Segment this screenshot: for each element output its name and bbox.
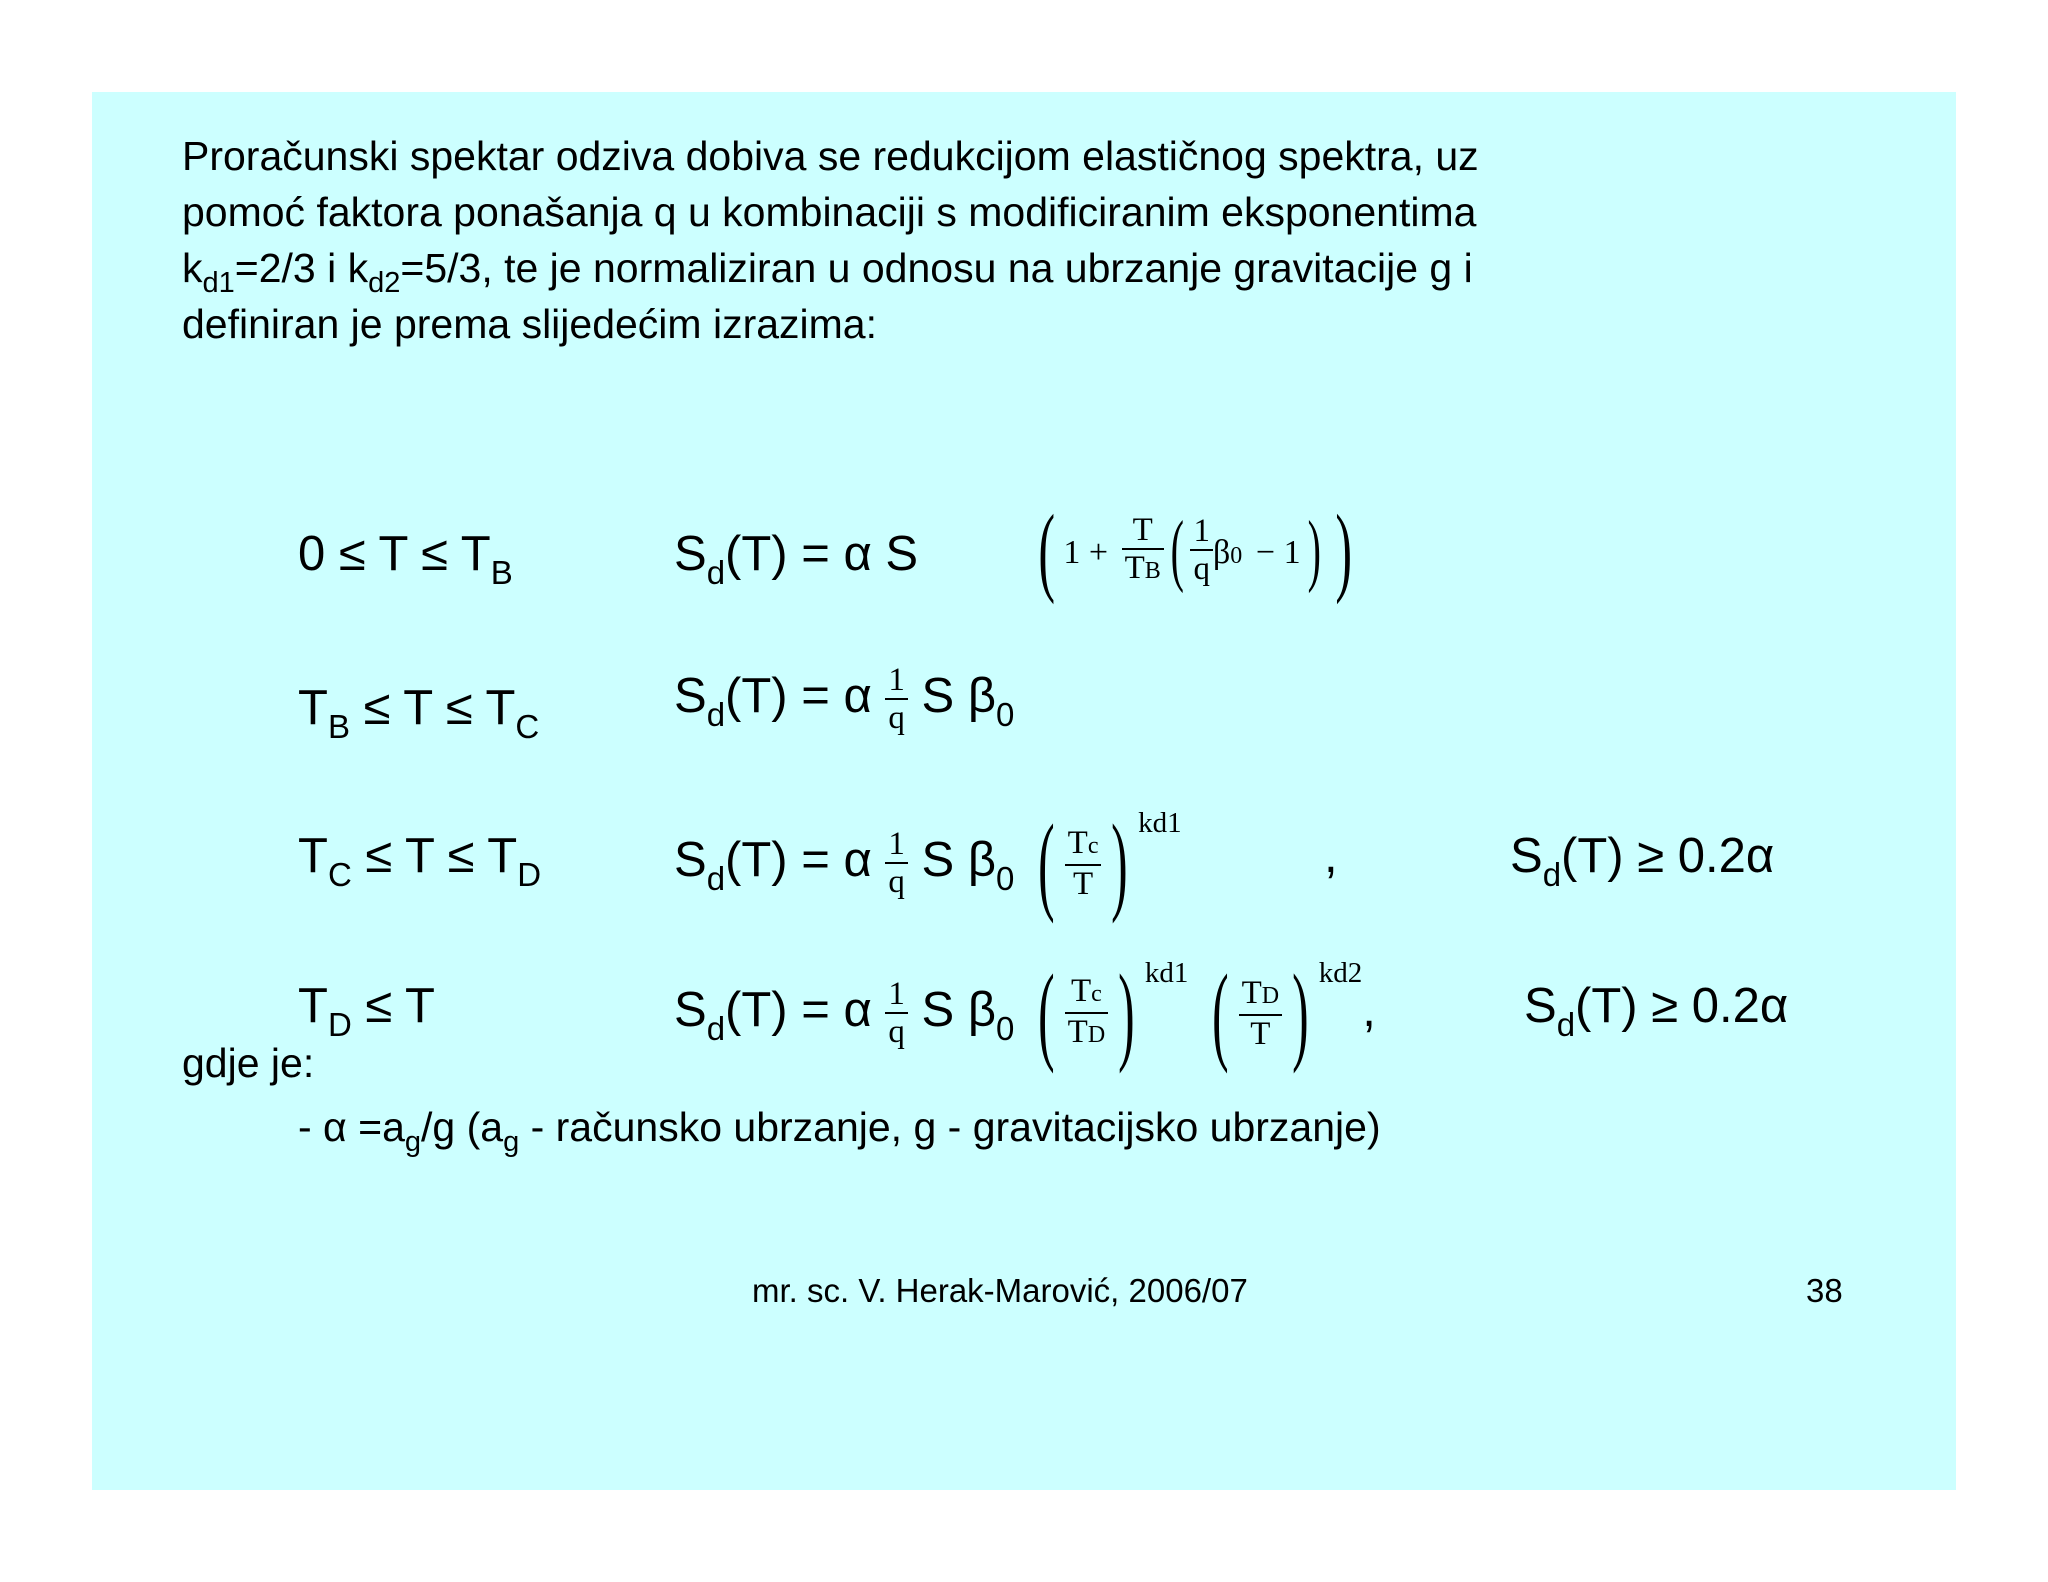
- condition-4: $T_D \le T$: [298, 979, 435, 1043]
- formula-4: $S_d(T) = \alpha$ $\frac{1}{q}$ S $\beta_0$ ( $\frac{Tc}{TD}$ ) $^{kd1}$ ( $\frac{TD}{T}$ ) $^{kd2}$,: [674, 952, 1376, 1074]
- formula-1: $S_d(T) = \alpha$ S: [674, 527, 919, 591]
- intro-paragraph: [182, 128, 1702, 352]
- condition-3: $T_C \le T \le T_D$: [298, 829, 542, 893]
- condition-4-min: $S_d(T) \ge 0.2\alpha$: [1524, 979, 1789, 1043]
- formula-3-comma: ,: [1324, 829, 1338, 883]
- formula-1-bracket: ( 1 + $\frac{T}{TB}$ ( $\frac{1}{q}$ β0 − 1) ): [1038, 494, 1353, 605]
- footer-author: mr. sc. V. Herak-Marović, 2006/07: [752, 1272, 1248, 1309]
- condition-3-min: $S_d(T) \ge 0.2\alpha$: [1510, 829, 1775, 893]
- condition-1: $0 \le T \le T_B$: [298, 527, 513, 591]
- where-label: gdje je:: [182, 1040, 315, 1086]
- formula-3: $S_d(T) = \alpha$ $\frac{1}{q}$ S $\beta_0$ ( $\frac{Tc}{T}$ ) $^{kd1}$: [674, 802, 1182, 924]
- condition-2: $T_B \le T \le T_C$: [298, 681, 540, 745]
- intro-line: $k_{d1}=2/3$ i $k_{d2}=5/3$, te je normaliziran u odnosu na ubrzanje gravitacije g i: [182, 245, 1473, 299]
- page-number: 38: [1806, 1272, 1843, 1309]
- intro-line: pomoć faktora ponašanja q u kombinaciji s modificiranim eksponentima: [182, 189, 1477, 235]
- intro-line: Proračunski spektar odziva dobiva se redukcijom elastičnog spektra, uz: [182, 133, 1479, 179]
- formula-2: $S_d(T) = \alpha$ $\frac{1}{q}$ S $\beta_0$: [674, 662, 1015, 736]
- intro-line: definiran je prema slijedećim izrazima:: [182, 301, 877, 347]
- alpha-definition: - $\alpha =a_g/g$ ($a_g$ - računsko ubrzanje, g - gravitacijsko ubrzanje): [298, 1104, 1381, 1158]
